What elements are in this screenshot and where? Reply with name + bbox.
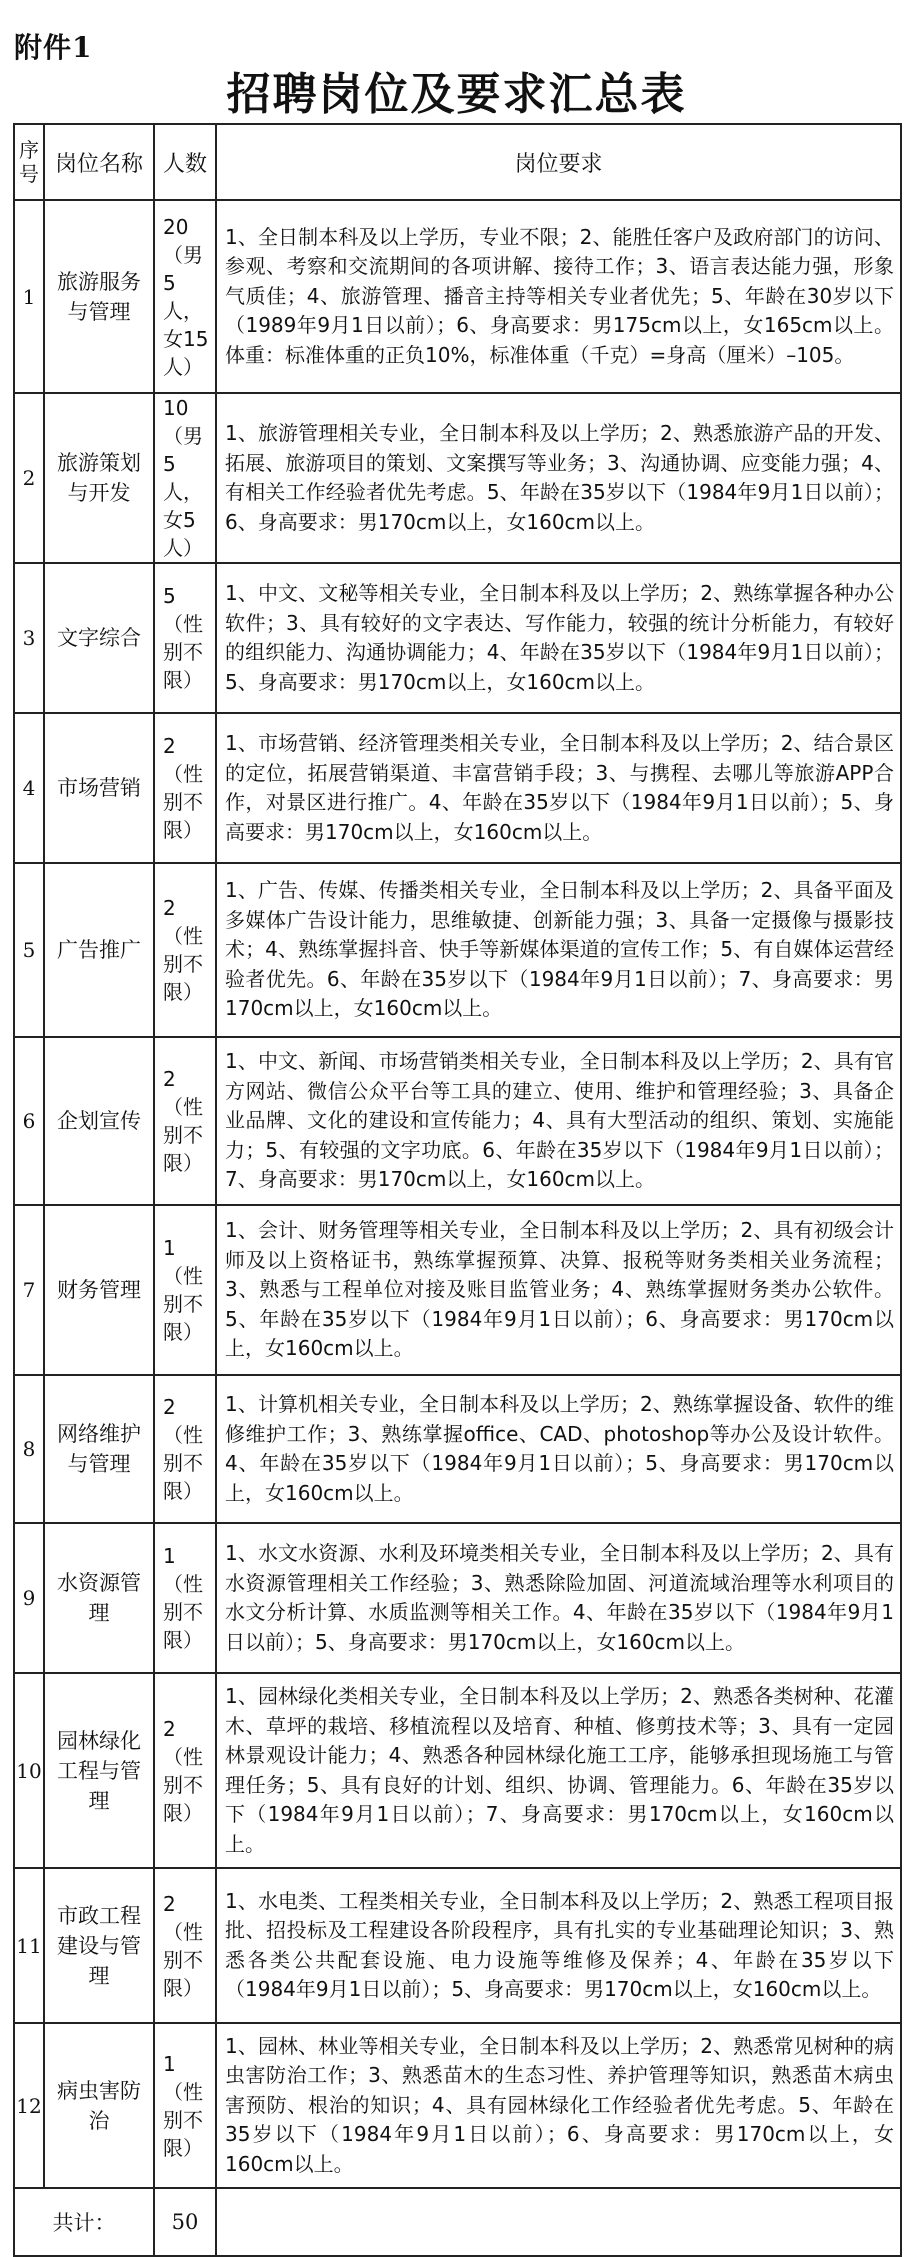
total-label: 共计： xyxy=(14,2188,154,2256)
row-number: 5 xyxy=(14,863,44,1037)
table-row xyxy=(14,1523,901,1673)
requirements: 1、水文水资源、水利及环境类相关专业，全日制本科及以上学历；2、具有水资源管理相关工作经验；3、熟悉除险加固、河道流域治理等水利项目的水文分析计算、水质监测等相关工作。4、年龄在35岁以下（1984年9月1日以前）；5、身高要求：男170cm以上，女160cm以上。 xyxy=(216,1523,901,1673)
position-name: 财务管理 xyxy=(44,1205,154,1375)
table-row xyxy=(14,1205,901,1375)
table-row xyxy=(14,200,901,393)
table-header-row xyxy=(14,124,901,200)
table-row xyxy=(14,2023,901,2188)
header-name: 岗位名称 xyxy=(44,124,154,200)
headcount: 1（性别不限） xyxy=(154,2023,216,2188)
requirements: 1、广告、传媒、传播类相关专业，全日制本科及以上学历；2、具备平面及多媒体广告设计能力，思维敏捷、创新能力强；3、具备一定摄像与摄影技术；4、熟练掌握抖音、快手等新媒体渠道的宣传工作；5、有自媒体运营经验者优先。6、年龄在35岁以下（1984年9月1日以前）；7、身高要求：男170cm以上，女160cm以上。 xyxy=(216,863,901,1037)
headcount: 2（性别不限） xyxy=(154,1673,216,1868)
headcount: 5（性别不限） xyxy=(154,563,216,713)
requirements: 1、旅游管理相关专业，全日制本科及以上学历；2、熟悉旅游产品的开发、拓展、旅游项目的策划、文案撰写等业务；3、沟通协调、应变能力强；4、有相关工作经验者优先考虑。5、年龄在35岁以下（1984年9月1日以前）；6、身高要求：男170cm以上，女160cm以上。 xyxy=(216,393,901,563)
requirements: 1、全日制本科及以上学历，专业不限；2、能胜任客户及政府部门的访问、参观、考察和交流期间的各项讲解、接待工作；3、语言表达能力强，形象气质佳；4、旅游管理、播音主持等相关专业者优先；5、年龄在30岁以下（1989年9月1日以前）；6、身高要求：男175cm以上，女165cm以上。体重：标准体重的正负10%，标准体重（千克）=身高（厘米）–105。 xyxy=(216,200,901,393)
position-name: 旅游服务与管理 xyxy=(44,200,154,393)
headcount: 2（性别不限） xyxy=(154,1037,216,1205)
requirements: 1、园林绿化类相关专业，全日制本科及以上学历；2、熟悉各类树种、花灌木、草坪的栽培、移植流程以及培育、种植、修剪技术等；3、具有一定园林景观设计能力；4、熟悉各种园林绿化施工工序，能够承担现场施工与管理任务；5、具有良好的计划、组织、协调、管理能力。6、年龄在35岁以下（1984年9月1日以前）；7、身高要求：男170cm以上，女160cm以上。 xyxy=(216,1673,901,1868)
headcount: 2（性别不限） xyxy=(154,1375,216,1523)
requirements: 1、会计、财务管理等相关专业，全日制本科及以上学历；2、具有初级会计师及以上资格证书，熟练掌握预算、决算、报税等财务类相关业务流程；3、熟悉与工程单位对接及账目监管业务；4、熟练掌握财务类办公软件。5、年龄在35岁以下（1984年9月1日以前）；6、身高要求：男170cm以上，女160cm以上。 xyxy=(216,1205,901,1375)
position-name: 市政工程建设与管理 xyxy=(44,1868,154,2023)
row-number: 10 xyxy=(14,1673,44,1868)
position-name: 企划宣传 xyxy=(44,1037,154,1205)
table-row xyxy=(14,1673,901,1868)
header-seq: 序号 xyxy=(14,124,44,200)
requirements: 1、中文、新闻、市场营销类相关专业，全日制本科及以上学历；2、具有官方网站、微信公众平台等工具的建立、使用、维护和管理经验；3、具备企业品牌、文化的建设和宣传能力；4、具有大型活动的组织、策划、实施能力；5、有较强的文字功底。6、年龄在35岁以下（1984年9月1日以前）；7、身高要求：男170cm以上，女160cm以上。 xyxy=(216,1037,901,1205)
total-empty-cell xyxy=(216,2188,901,2256)
headcount: 2（性别不限） xyxy=(154,1868,216,2023)
total-row xyxy=(14,2188,901,2256)
table-row xyxy=(14,713,901,863)
header-count: 人数 xyxy=(154,124,216,200)
row-number: 9 xyxy=(14,1523,44,1673)
table-row xyxy=(14,1868,901,2023)
row-number: 6 xyxy=(14,1037,44,1205)
position-name: 旅游策划与开发 xyxy=(44,393,154,563)
table-row xyxy=(14,1037,901,1205)
row-number: 3 xyxy=(14,563,44,713)
annex-label: 附件1 xyxy=(14,31,93,64)
position-name: 病虫害防治 xyxy=(44,2023,154,2188)
position-name: 文字综合 xyxy=(44,563,154,713)
recruitment-table xyxy=(13,123,902,2257)
row-number: 1 xyxy=(14,200,44,393)
position-name: 网络维护与管理 xyxy=(44,1375,154,1523)
table-row xyxy=(14,863,901,1037)
requirements: 1、水电类、工程类相关专业，全日制本科及以上学历；2、熟悉工程项目报批、招投标及工程建设各阶段程序，具有扎实的专业基础理论知识；3、熟悉各类公共配套设施、电力设施等维修及保养；4、年龄在35岁以下（1984年9月1日以前）；5、身高要求：男170cm以上，女160cm以上。 xyxy=(216,1868,901,2023)
page-title: 招聘岗位及要求汇总表 xyxy=(226,69,687,120)
headcount: 2（性别不限） xyxy=(154,713,216,863)
position-name: 广告推广 xyxy=(44,863,154,1037)
requirements: 1、园林、林业等相关专业，全日制本科及以上学历；2、熟悉常见树种的病虫害防治工作；3、熟悉苗木的生态习性、养护管理等知识，熟悉苗木病虫害预防、根治的知识；4、具有园林绿化工作经验者优先考虑。5、年龄在35岁以下（1984年9月1日以前）；6、身高要求：男170cm以上，女160cm以上。 xyxy=(216,2023,901,2188)
row-number: 2 xyxy=(14,393,44,563)
headcount: 10（男5人，女5人） xyxy=(154,393,216,563)
position-name: 园林绿化工程与管理 xyxy=(44,1673,154,1868)
table-row xyxy=(14,393,901,563)
requirements: 1、市场营销、经济管理类相关专业，全日制本科及以上学历；2、结合景区的定位，拓展营销渠道、丰富营销手段；3、与携程、去哪儿等旅游APP合作，对景区进行推广。4、年龄在35岁以下（1984年9月1日以前）；5、身高要求：男170cm以上，女160cm以上。 xyxy=(216,713,901,863)
row-number: 11 xyxy=(14,1868,44,2023)
headcount: 20（男5人，女15人） xyxy=(154,200,216,393)
position-name: 市场营销 xyxy=(44,713,154,863)
row-number: 4 xyxy=(14,713,44,863)
header-requirements: 岗位要求 xyxy=(216,124,901,200)
row-number: 8 xyxy=(14,1375,44,1523)
headcount: 1（性别不限） xyxy=(154,1205,216,1375)
table-row xyxy=(14,1375,901,1523)
row-number: 7 xyxy=(14,1205,44,1375)
requirements: 1、计算机相关专业，全日制本科及以上学历；2、熟练掌握设备、软件的维修维护工作；3、熟练掌握office、CAD、photoshop等办公及设计软件。4、年龄在35岁以下（1984年9月1日以前）；5、身高要求：男170cm以上，女160cm以上。 xyxy=(216,1375,901,1523)
headcount: 2（性别不限） xyxy=(154,863,216,1037)
total-value: 50 xyxy=(154,2188,216,2256)
headcount: 1（性别不限） xyxy=(154,1523,216,1673)
position-name: 水资源管理 xyxy=(44,1523,154,1673)
table-row xyxy=(14,563,901,713)
row-number: 12 xyxy=(14,2023,44,2188)
requirements: 1、中文、文秘等相关专业，全日制本科及以上学历；2、熟练掌握各种办公软件；3、具有较好的文字表达、写作能力，较强的统计分析能力，有较好的组织能力、沟通协调能力；4、年龄在35岁以下（1984年9月1日以前）；5、身高要求：男170cm以上，女160cm以上。 xyxy=(216,563,901,713)
